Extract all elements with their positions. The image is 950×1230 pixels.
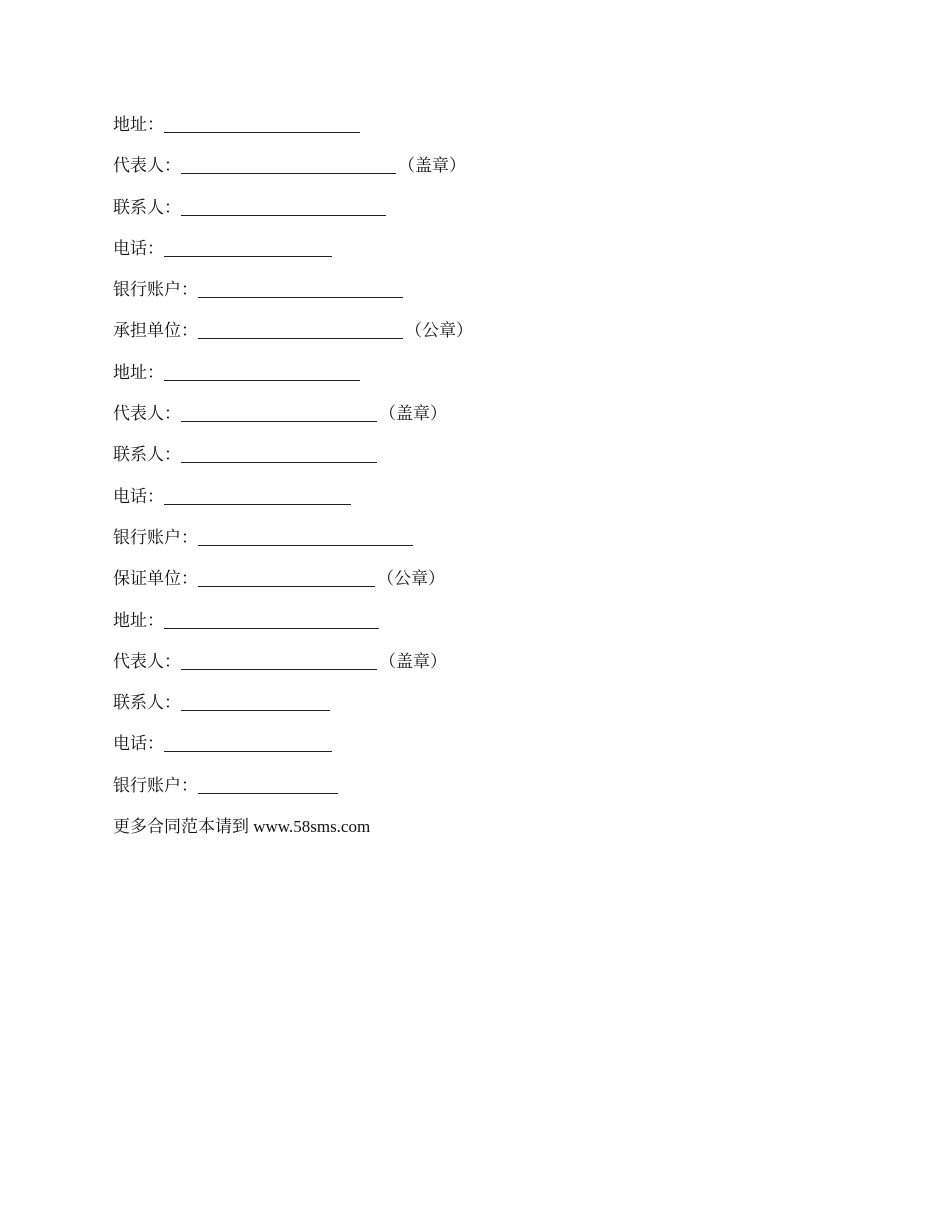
field-label: 代表人： [113,404,181,425]
field-label: 联系人： [113,445,181,466]
contact-line-1 [113,196,473,237]
field-label: 承担单位： [113,321,198,342]
fill-in-blank [164,609,379,629]
signature-block [113,113,473,856]
bank-account-line-2 [113,526,473,567]
representative-line-2 [113,402,473,443]
fill-in-blank [198,567,375,587]
field-label: 代表人： [113,651,181,672]
seal-note: （盖章） [398,156,466,177]
representative-line-3 [113,650,473,691]
field-label: 保证单位： [113,569,198,590]
address-line-2 [113,361,473,402]
seal-note: （盖章） [379,651,447,672]
phone-line-2 [113,485,473,526]
phone-line-1 [113,237,473,278]
footer-note: 更多合同范本请到 www.58sms.com [113,817,371,837]
fill-in-blank [164,361,360,381]
field-label: 银行账户： [113,280,198,301]
field-label: 电话： [113,238,164,259]
address-line-3 [113,609,473,650]
fill-in-blank [164,732,332,752]
fill-in-blank [164,237,332,257]
phone-line-3 [113,732,473,773]
field-label: 银行账户： [113,527,198,548]
contact-line-2 [113,443,473,484]
fill-in-blank [198,278,403,298]
field-label: 联系人： [113,197,181,218]
fill-in-blank [198,526,413,546]
field-label: 联系人： [113,693,181,714]
field-label: 地址： [113,362,164,383]
address-line-1 [113,113,473,154]
fill-in-blank [181,443,377,463]
bank-account-line-1 [113,278,473,319]
seal-note: （公章） [405,321,473,342]
fill-in-blank [181,154,396,174]
fill-in-blank [198,774,338,794]
field-label: 地址： [113,610,164,631]
fill-in-blank [164,113,360,133]
fill-in-blank [181,196,386,216]
undertaking-unit-line [113,319,473,360]
contact-line-3 [113,691,473,732]
fill-in-blank [198,319,403,339]
seal-note: （公章） [377,569,445,590]
fill-in-blank [181,402,377,422]
field-label: 代表人： [113,156,181,177]
fill-in-blank [164,485,351,505]
fill-in-blank [181,691,330,711]
field-label: 地址： [113,115,164,135]
fill-in-blank [181,650,377,670]
representative-line-1 [113,154,473,195]
field-label: 银行账户： [113,775,198,796]
field-label: 电话： [113,734,164,755]
bank-account-line-3 [113,774,473,815]
field-label: 电话： [113,486,164,507]
seal-note: （盖章） [379,404,447,425]
guarantor-unit-line [113,567,473,608]
